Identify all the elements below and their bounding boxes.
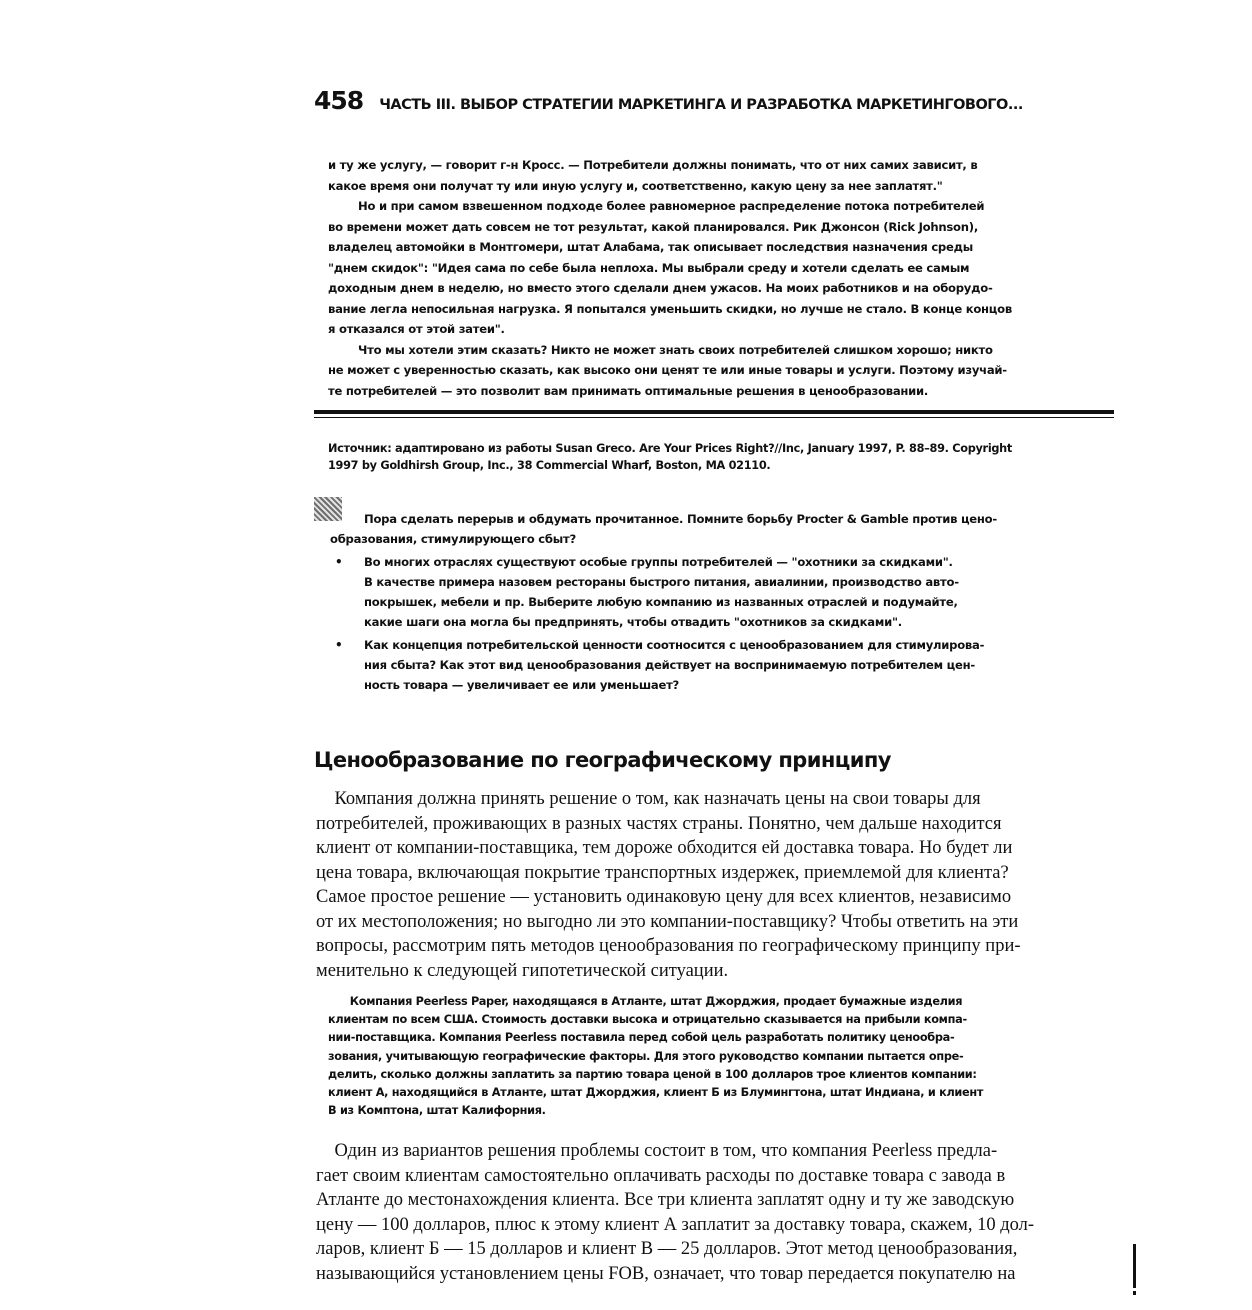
example-line: делить, сколько должны заплатить за партию товара ценой в 100 долларов трое клиентов компании: xyxy=(328,1067,977,1081)
source-note xyxy=(328,440,1105,474)
section-heading: Ценообразование по географическому принципу xyxy=(314,748,891,772)
bullet-line: Во многих отраслях существуют особые группы потребителей — "охотники за скидками". xyxy=(364,555,953,569)
running-header xyxy=(314,86,1114,120)
bullet-list xyxy=(330,552,1105,695)
body-line: ларов, клиент Б — 15 долларов и клиент В — 25 долларов. Этот метод ценообразования, xyxy=(316,1239,1018,1259)
sidebar-line: те потребителей — это позволит вам принимать оптимальные решения в ценообразовании. xyxy=(328,383,929,398)
bullet-line: Как концепция потребительской ценности соотносится с ценообразованием для стимулирова- xyxy=(364,638,985,652)
page-number: 458 xyxy=(314,86,364,115)
sidebar-line: я отказался от этой затеи". xyxy=(328,322,505,336)
body-line: называющийся установлением цены FOB, означает, что товар передается покупателю на xyxy=(316,1263,1016,1284)
sidebar-continuation xyxy=(328,155,1105,401)
body-line: Компания должна принять решение о том, как назначать цены на свои товары для xyxy=(316,789,981,809)
bullet-line: какие шаги она могла бы предпринять, чтобы отвадить "охотников за скидками". xyxy=(364,615,902,629)
body-paragraph-1 xyxy=(316,787,1116,983)
body-line: Атланте до местонахождения клиента. Все три клиента заплатят одну и ту же заводскую xyxy=(316,1190,1015,1210)
example-block xyxy=(328,993,1108,1120)
example-line: зования, учитывающую географические факторы. Для этого руководство компании пытается опре- xyxy=(328,1049,964,1063)
break-intro-line: Пора сделать перерыв и обдумать прочитанное. Помните борьбу Procter & Gamble против цено- xyxy=(364,512,997,526)
rule-thin xyxy=(314,417,1114,418)
part-label: ЧАСТЬ III. xyxy=(379,97,456,113)
sidebar-line: не может с уверенностью сказать, как высоко они ценят те или иные товары и услуги. Поэтому изучай- xyxy=(328,363,1007,377)
review-break-block xyxy=(330,509,1105,695)
example-line: В из Комптона, штат Калифорния. xyxy=(328,1104,546,1118)
body-line: потребителей, проживающих в разных частях страны. Понятно, чем дальше находится xyxy=(316,813,1002,834)
sidebar-line: владелец автомойки в Монтгомери, штат Алабама, так описывает последствия назначения среды xyxy=(328,240,973,254)
bullet-line: ния сбыта? Как этот вид ценообразования действует на воспринимаемую потребителем цен- xyxy=(364,658,975,672)
example-line: клиент А, находящийся в Атланте, штат Джорджия, клиент Б из Блумингтона, штат Индиана, и клиент xyxy=(328,1085,984,1099)
sidebar-line: во времени может дать совсем не тот результат, какой планировался. Рик Джонсон (Rick Johnson), xyxy=(328,219,978,234)
bullet-dot-icon: • xyxy=(335,638,343,652)
body-paragraph-2 xyxy=(316,1139,1116,1286)
running-head-title: ВЫБОР СТРАТЕГИИ МАРКЕТИНГА И РАЗРАБОТКА МАРКЕТИНГОВОГО... xyxy=(455,97,1023,113)
body-line: гает своим клиентам самостоятельно оплачивать расходы по доставке товара с завода в xyxy=(316,1165,1006,1186)
bullet-dot-icon: • xyxy=(335,555,343,569)
source-note-line: 1997 by Goldhirsh Group, Inc., 38 Commercial Wharf, Boston, MA 02110. xyxy=(328,459,771,472)
body-line: менительно к следующей гипотетической ситуации. xyxy=(316,960,729,981)
bullet-line: покрышек, мебели и пр. Выберите любую компанию из названных отраслей и подумайте, xyxy=(364,595,958,609)
sidebar-line: какое время они получат ту или иную услугу и, соответственно, какую цену за нее заплатят." xyxy=(328,178,943,193)
break-intro-line: образования, стимулирующего сбыт? xyxy=(330,532,576,546)
source-note-line: Источник: адаптировано из работы Susan Greco. Are Your Prices Right?//Inc, January 1997, P. 88–89. Copyright xyxy=(328,442,1013,455)
bullet-item xyxy=(330,552,1105,632)
rule-thick xyxy=(314,410,1114,414)
margin-mark xyxy=(1133,1244,1136,1288)
example-line: Компания Peerless Paper, находящаяся в Атланте, штат Джорджия, продает бумажные изделия xyxy=(328,995,963,1008)
body-line: цена товара, включающая покрытие транспортных издержек, приемлемой для клиента? xyxy=(316,862,1009,883)
sidebar-line: Но и при самом взвешенном подходе более равномерное распределение потока потребителей xyxy=(358,199,985,213)
bullet-line: ность товара — увеличивает ее или уменьшает? xyxy=(364,678,680,692)
margin-dot xyxy=(1133,1291,1136,1295)
bullet-line: В качестве примера назовем рестораны быстрого питания, авиалинии, производство авто- xyxy=(364,575,959,589)
body-line: Один из вариантов решения проблемы состоит в том, что компания Peerless предла- xyxy=(316,1141,998,1161)
body-line: вопросы, рассмотрим пять методов ценообразования по географическому принципу при- xyxy=(316,936,1021,956)
sidebar-line: Что мы хотели этим сказать? Никто не может знать своих потребителей слишком хорошо; никто xyxy=(358,342,993,357)
example-line: нии-поставщика. Компания Peerless поставила перед собой цель разработать политику ценообра- xyxy=(328,1031,955,1045)
sidebar-line: "днем скидок": "Идея сама по себе была неплоха. Мы выбрали среду и хотели сделать ее самым xyxy=(328,260,970,275)
bullet-item xyxy=(330,635,1105,695)
running-head xyxy=(379,97,1023,113)
sidebar-line: доходным днем в неделю, но вместо этого сделали днем ужасов. На моих работников и на оборудо- xyxy=(328,281,993,295)
body-line: Самое простое решение — установить одинаковую цену для всех клиентов, независимо xyxy=(316,887,1012,907)
sidebar-line: вание легла непосильная нагрузка. Я попытался уменьшить скидки, но лучше не стало. В конце концов xyxy=(328,301,1012,316)
body-line: клиент от компании-поставщика, тем дороже обходится ей доставка товара. Но будет ли xyxy=(316,838,1013,858)
body-line: от их местоположения; но выгодно ли это компании-поставщику? Чтобы ответить на эти xyxy=(316,911,1019,932)
example-line: клиентам по всем США. Стоимость доставки высока и отрицательно сказывается на прибыли компа- xyxy=(328,1013,967,1027)
body-line: цену — 100 долларов, плюс к этому клиент А заплатит за доставку товара, скажем, 10 дол- xyxy=(316,1214,1035,1235)
sidebar-line: и ту же услугу, — говорит г-н Кросс. — Потребители должны понимать, что от них самих зависит, в xyxy=(328,158,978,172)
